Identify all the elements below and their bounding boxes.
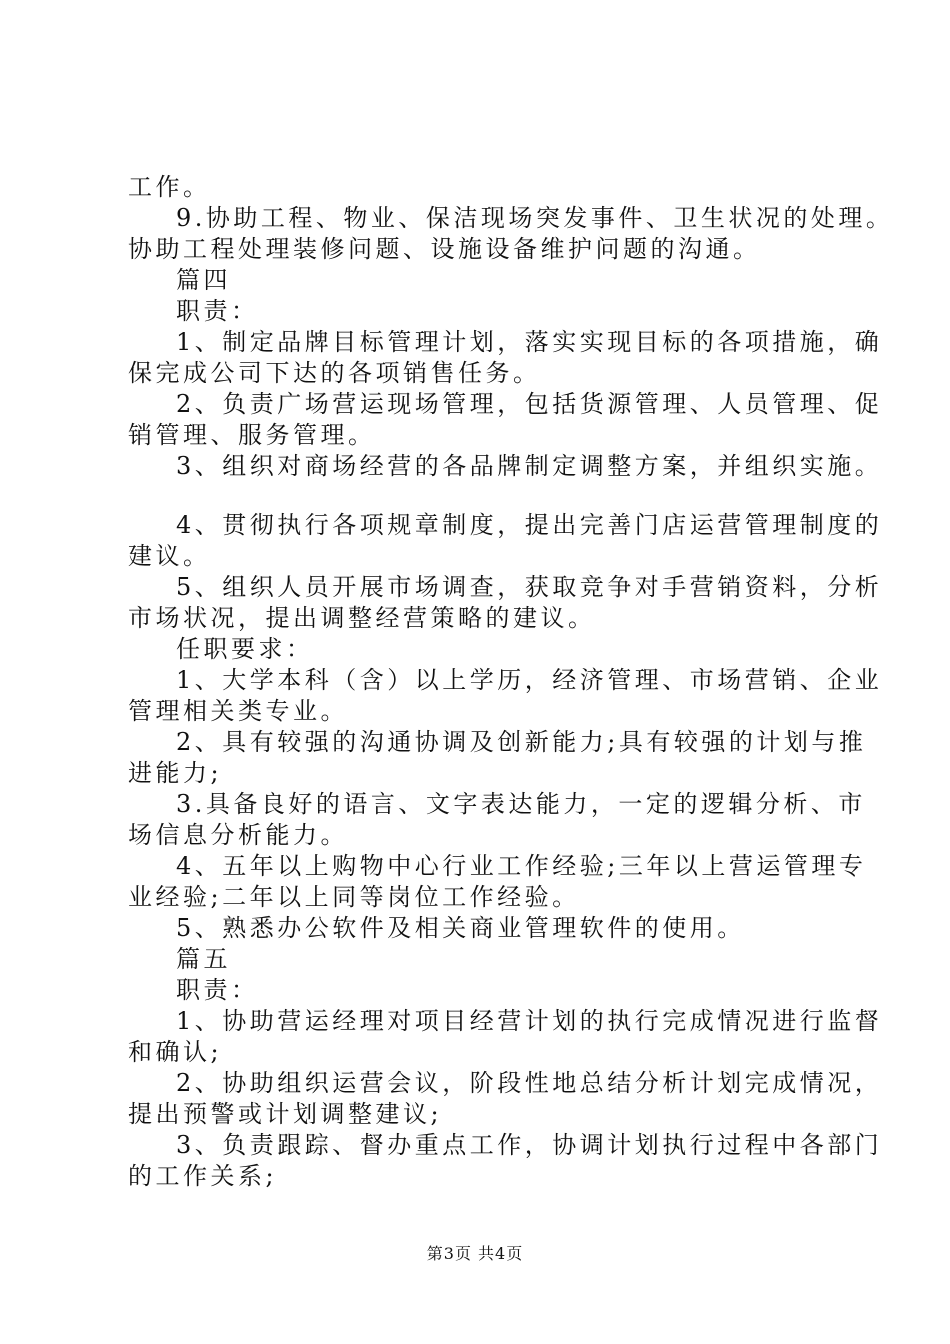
- page-footer: [0, 1244, 950, 1264]
- paragraph-line: 的工作关系;: [128, 1162, 278, 1190]
- paragraph-line: 保完成公司下达的各项销售任务。: [128, 359, 541, 387]
- paragraph-line: 9.协助工程、物业、保洁现场突发事件、卫生状况的处理。: [176, 204, 894, 232]
- paragraph-line: 1、大学本科（含）以上学历，经济管理、市场营销、企业: [176, 666, 883, 694]
- paragraph-line: 2、协助组织运营会议，阶段性地总结分析计划完成情况，: [176, 1069, 883, 1097]
- paragraph-line: 提出预警或计划调整建议;: [128, 1100, 443, 1128]
- paragraph-line: 5、熟悉办公软件及相关商业管理软件的使用。: [176, 914, 745, 942]
- paragraph-line: 销管理、服务管理。: [128, 421, 376, 449]
- paragraph-line: 协助工程处理装修问题、设施设备维护问题的沟通。: [128, 235, 761, 263]
- paragraph-line: 2、具有较强的沟通协调及创新能力;具有较强的计划与推: [176, 728, 867, 756]
- paragraph-line: 场信息分析能力。: [128, 821, 348, 849]
- paragraph-line: 管理相关类专业。: [128, 697, 348, 725]
- paragraph-line: 进能力;: [128, 759, 223, 787]
- page-number: 第3页 共4页: [426, 1244, 524, 1263]
- paragraph-line: 业经验;二年以上同等岗位工作经验。: [128, 883, 580, 911]
- section-heading: 篇四: [176, 266, 231, 294]
- paragraph-line: 5、组织人员开展市场调查，获取竞争对手营销资料，分析: [176, 573, 883, 601]
- paragraph-line: 4、贯彻执行各项规章制度，提出完善门店运营管理制度的: [176, 511, 883, 539]
- paragraph-line: 3、负责跟踪、督办重点工作，协调计划执行过程中各部门: [176, 1131, 883, 1159]
- paragraph-line: 建议。: [128, 542, 211, 570]
- paragraph-line: 和确认;: [128, 1038, 223, 1066]
- paragraph-line: 工作。: [128, 173, 211, 201]
- paragraph-line: 1、制定品牌目标管理计划，落实实现目标的各项措施，确: [176, 328, 883, 356]
- subsection-heading: 职责：: [176, 976, 259, 1004]
- paragraph-line: 2、负责广场营运现场管理，包括货源管理、人员管理、促: [176, 390, 883, 418]
- paragraph-line: 4、五年以上购物中心行业工作经验;三年以上营运管理专: [176, 852, 867, 880]
- paragraph-line: 3.具备良好的语言、文字表达能力，一定的逻辑分析、市: [176, 790, 866, 818]
- paragraph-line: 1、协助营运经理对项目经营计划的执行完成情况进行监督: [176, 1007, 883, 1035]
- subsection-heading: 职责：: [176, 297, 259, 325]
- paragraph-line: 市场状况，提出调整经营策略的建议。: [128, 604, 596, 632]
- section-heading: 篇五: [176, 945, 231, 973]
- paragraph-line: 3、组织对商场经营的各品牌制定调整方案，并组织实施。: [176, 452, 883, 480]
- subsection-heading: 任职要求：: [176, 635, 314, 663]
- document-body: [128, 172, 894, 1192]
